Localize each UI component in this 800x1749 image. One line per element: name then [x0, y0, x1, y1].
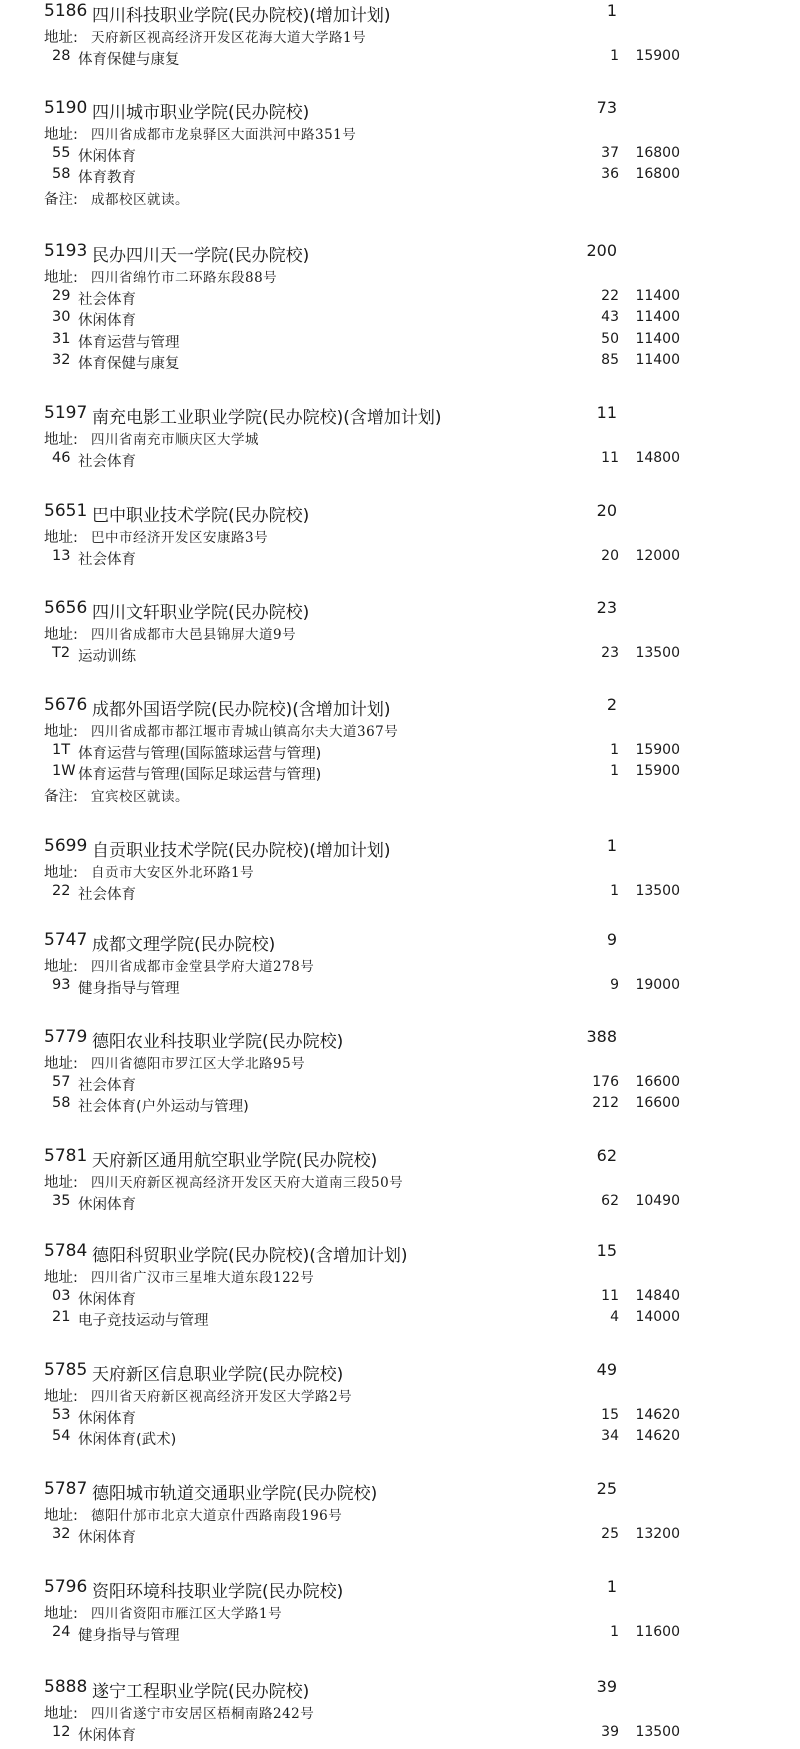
- major-tuition: 16600: [635, 1073, 680, 1090]
- major-name: 健身指导与管理: [78, 1627, 180, 1644]
- school-header: [0, 930, 800, 955]
- major-code: 54: [52, 1428, 71, 1444]
- school-name: 巴中职业技术学院(民办院校): [92, 506, 310, 526]
- school-header: [0, 1146, 800, 1171]
- major-row: [0, 1526, 800, 1547]
- major-quota: 1: [610, 1623, 619, 1640]
- major-code: 55: [52, 144, 71, 161]
- address-text: 四川省资阳市雁江区大学路1号: [91, 1606, 283, 1622]
- school-address: [0, 1602, 800, 1623]
- school-code: 5787: [44, 1479, 88, 1499]
- major-name: 休闲体育: [78, 1727, 136, 1744]
- major-name: 运动训练: [78, 648, 136, 665]
- major-tuition: 15900: [635, 47, 680, 64]
- address-text: 四川省成都市龙泉驿区大面洪河中路351号: [91, 127, 357, 143]
- major-row: [0, 742, 800, 763]
- major-code: 30: [52, 309, 71, 325]
- school-total-quota: 62: [596, 1146, 617, 1165]
- major-quota: 11: [601, 1287, 619, 1304]
- major-row: [0, 883, 800, 904]
- school-name: 四川科技职业学院(民办院校)(增加计划): [92, 6, 391, 26]
- major-quota: 1: [610, 763, 619, 779]
- address-label: 地址:: [44, 1508, 78, 1524]
- major-code: 58: [52, 166, 71, 182]
- major-code: 29: [52, 287, 71, 304]
- major-quota: 23: [601, 644, 619, 661]
- address-text: 天府新区视高经济开发区花海大道大学路1号: [91, 30, 367, 46]
- school-header: [0, 836, 800, 861]
- school-header: [0, 241, 800, 266]
- major-name: 健身指导与管理: [78, 980, 180, 997]
- address-text: 巴中市经济开发区安康路3号: [91, 530, 269, 546]
- major-quota: 9: [610, 976, 619, 993]
- major-name: 体育运营与管理: [78, 334, 180, 351]
- major-row: [0, 1309, 800, 1330]
- major-name: 休闲体育: [78, 148, 136, 165]
- address-label: 地址:: [44, 1270, 78, 1286]
- major-quota: 176: [592, 1073, 619, 1090]
- school-code: 5747: [44, 930, 88, 950]
- school-address: [0, 1504, 800, 1525]
- school-header: [0, 1677, 800, 1702]
- major-code: 1T: [52, 741, 71, 758]
- school-total-quota: 49: [596, 1360, 617, 1379]
- address-label: 地址:: [44, 1056, 78, 1072]
- school-code: 5779: [44, 1027, 88, 1047]
- major-quota: 1: [610, 47, 619, 64]
- major-tuition: 14620: [635, 1428, 680, 1444]
- school-note: [0, 188, 800, 209]
- major-row: [0, 977, 800, 998]
- major-code: T2: [52, 644, 71, 661]
- school-address: [0, 1385, 800, 1406]
- major-name: 社会体育: [78, 453, 136, 470]
- school-total-quota: 20: [596, 501, 617, 520]
- address-text: 四川省遂宁市安居区梧桐南路242号: [91, 1706, 315, 1722]
- major-code: 1W: [52, 763, 76, 779]
- school-code: 5193: [44, 241, 88, 261]
- school-code: 5796: [44, 1577, 88, 1597]
- school-header: [0, 1479, 800, 1504]
- major-code: 46: [52, 449, 71, 466]
- major-quota: 15: [601, 1406, 619, 1423]
- school-header: [0, 1241, 800, 1266]
- major-name: 休闲体育: [78, 1410, 136, 1427]
- school-code: 5785: [44, 1360, 88, 1380]
- major-row: [0, 331, 800, 352]
- major-row: [0, 548, 800, 569]
- school-total-quota: 1: [606, 1577, 617, 1596]
- major-row: [0, 145, 800, 166]
- address-text: 四川省广汉市三星堆大道东段122号: [91, 1270, 315, 1286]
- school-code: 5676: [44, 695, 88, 715]
- major-quota: 22: [601, 287, 619, 304]
- school-total-quota: 1: [606, 836, 617, 855]
- school-total-quota: 11: [596, 403, 617, 422]
- school-header: [0, 98, 800, 123]
- school-name: 资阳环境科技职业学院(民办院校): [92, 1582, 344, 1602]
- note-text: 成都校区就读。: [91, 191, 189, 208]
- school-code: 5784: [44, 1241, 88, 1261]
- major-code: 58: [52, 1095, 71, 1111]
- major-name: 社会体育: [78, 551, 136, 568]
- major-code: 57: [52, 1073, 71, 1090]
- school-name: 德阳科贸职业学院(民办院校)(含增加计划): [92, 1246, 408, 1266]
- major-quota: 212: [592, 1095, 619, 1111]
- major-row: [0, 645, 800, 666]
- school-code: 5699: [44, 836, 88, 856]
- major-tuition: 16800: [635, 166, 680, 182]
- school-header: [0, 1360, 800, 1385]
- school-header: [0, 1027, 800, 1052]
- major-row: [0, 1288, 800, 1309]
- major-row: [0, 1724, 800, 1745]
- major-name: 电子竞技运动与管理: [78, 1313, 209, 1329]
- major-code: 32: [52, 1525, 71, 1542]
- school-name: 民办四川天一学院(民办院校): [92, 246, 310, 266]
- major-name: 休闲体育: [78, 1529, 136, 1546]
- major-tuition: 16800: [635, 144, 680, 161]
- major-tuition: 15900: [635, 741, 680, 758]
- major-quota: 20: [601, 547, 619, 564]
- address-text: 四川省成都市大邑县锦屏大道9号: [91, 627, 297, 643]
- school-name: 德阳农业科技职业学院(民办院校): [92, 1032, 344, 1052]
- address-label: 地址:: [44, 627, 78, 643]
- school-code: 5190: [44, 98, 88, 118]
- major-code: 53: [52, 1406, 71, 1423]
- address-label: 地址:: [44, 270, 78, 286]
- school-code: 5197: [44, 403, 88, 423]
- major-quota: 43: [601, 309, 619, 325]
- major-tuition: 14800: [635, 449, 680, 466]
- major-row: [0, 1074, 800, 1095]
- major-name: 休闲体育: [78, 313, 136, 329]
- major-row: [0, 450, 800, 471]
- address-label: 地址:: [44, 530, 78, 546]
- school-address: [0, 428, 800, 449]
- school-name: 四川城市职业学院(民办院校): [92, 103, 310, 123]
- major-tuition: 11400: [635, 330, 680, 347]
- major-name: 社会体育: [78, 291, 136, 308]
- major-name: 休闲体育: [78, 1291, 136, 1308]
- school-address: [0, 955, 800, 976]
- major-code: 13: [52, 547, 71, 564]
- school-address: [0, 623, 800, 644]
- school-total-quota: 2: [606, 695, 617, 714]
- major-quota: 25: [601, 1525, 619, 1542]
- address-label: 地址:: [44, 1706, 78, 1722]
- major-quota: 11: [601, 449, 619, 466]
- major-tuition: 11400: [635, 352, 680, 368]
- major-row: [0, 288, 800, 309]
- school-name: 德阳城市轨道交通职业学院(民办院校): [92, 1484, 378, 1504]
- school-code: 5186: [44, 1, 88, 21]
- address-text: 四川省成都市都江堰市青城山镇高尔夫大道367号: [91, 724, 399, 740]
- major-name: 社会体育: [78, 886, 136, 903]
- major-quota: 36: [601, 166, 619, 182]
- address-label: 地址:: [44, 865, 78, 881]
- major-tuition: 15900: [635, 763, 680, 779]
- major-name: 体育教育: [78, 170, 136, 186]
- school-address: [0, 26, 800, 47]
- major-code: 22: [52, 882, 71, 899]
- major-tuition: 11600: [635, 1623, 680, 1640]
- major-tuition: 13500: [635, 644, 680, 661]
- school-address: [0, 266, 800, 287]
- school-total-quota: 15: [596, 1241, 617, 1260]
- school-address: [0, 1702, 800, 1723]
- major-tuition: 16600: [635, 1095, 680, 1111]
- major-name: 社会体育(户外运动与管理): [78, 1099, 249, 1115]
- school-code: 5656: [44, 598, 88, 618]
- major-name: 体育运营与管理(国际篮球运营与管理): [78, 745, 322, 762]
- school-total-quota: 25: [596, 1479, 617, 1498]
- major-row: [0, 1624, 800, 1645]
- school-total-quota: 388: [586, 1027, 617, 1046]
- major-quota: 1: [610, 882, 619, 899]
- major-name: 社会体育: [78, 1077, 136, 1094]
- school-address: [0, 861, 800, 882]
- school-total-quota: 9: [606, 930, 617, 949]
- school-address: [0, 1266, 800, 1287]
- major-name: 休闲体育: [78, 1196, 136, 1213]
- note-label: 备注:: [44, 191, 78, 208]
- major-row: [0, 309, 800, 330]
- major-tuition: 14620: [635, 1406, 680, 1423]
- major-tuition: 10490: [635, 1192, 680, 1209]
- major-quota: 4: [610, 1309, 619, 1325]
- school-code: 5781: [44, 1146, 88, 1166]
- school-header: [0, 695, 800, 720]
- major-name: 体育运营与管理(国际足球运营与管理): [78, 767, 322, 783]
- major-code: 32: [52, 352, 71, 368]
- address-text: 四川天府新区视高经济开发区天府大道南三段50号: [91, 1175, 404, 1191]
- major-row: [0, 48, 800, 69]
- major-row: [0, 763, 800, 784]
- major-row: [0, 1407, 800, 1428]
- major-tuition: 11400: [635, 309, 680, 325]
- major-row: [0, 352, 800, 373]
- major-code: 93: [52, 976, 71, 993]
- major-name: 休闲体育(武术): [78, 1432, 177, 1448]
- major-tuition: 19000: [635, 976, 680, 993]
- school-total-quota: 1: [606, 1, 617, 20]
- school-name: 四川文轩职业学院(民办院校): [92, 603, 310, 623]
- school-name: 遂宁工程职业学院(民办院校): [92, 1682, 310, 1702]
- address-label: 地址:: [44, 127, 78, 143]
- school-code: 5888: [44, 1677, 88, 1697]
- major-quota: 34: [601, 1428, 619, 1444]
- major-tuition: 13500: [635, 882, 680, 899]
- major-code: 24: [52, 1623, 71, 1640]
- address-label: 地址:: [44, 959, 78, 975]
- major-tuition: 13200: [635, 1525, 680, 1542]
- note-text: 宜宾校区就读。: [91, 788, 189, 805]
- major-quota: 62: [601, 1192, 619, 1209]
- major-row: [0, 1095, 800, 1116]
- school-address: [0, 526, 800, 547]
- major-quota: 39: [601, 1723, 619, 1740]
- major-name: 体育保健与康复: [78, 356, 180, 372]
- address-text: 四川省绵竹市二环路东段88号: [91, 270, 278, 286]
- major-tuition: 13500: [635, 1723, 680, 1740]
- school-address: [0, 123, 800, 144]
- major-row: [0, 1193, 800, 1214]
- school-name: 自贡职业技术学院(民办院校)(增加计划): [92, 841, 391, 861]
- address-label: 地址:: [44, 1389, 78, 1405]
- school-name: 成都外国语学院(民办院校)(含增加计划): [92, 700, 391, 720]
- major-code: 12: [52, 1723, 71, 1740]
- address-label: 地址:: [44, 1606, 78, 1622]
- major-code: 35: [52, 1192, 71, 1209]
- school-total-quota: 73: [596, 98, 617, 117]
- school-header: [0, 598, 800, 623]
- school-name: 天府新区通用航空职业学院(民办院校): [92, 1151, 378, 1171]
- school-note: [0, 785, 800, 806]
- school-address: [0, 1052, 800, 1073]
- school-address: [0, 1171, 800, 1192]
- school-code: 5651: [44, 501, 88, 521]
- address-text: 四川省德阳市罗江区大学北路95号: [91, 1056, 306, 1072]
- school-total-quota: 200: [586, 241, 617, 260]
- address-text: 四川省成都市金堂县学府大道278号: [91, 959, 315, 975]
- address-label: 地址:: [44, 30, 78, 46]
- address-text: 自贡市大安区外北环路1号: [91, 865, 255, 881]
- major-name: 体育保健与康复: [78, 51, 180, 68]
- school-name: 南充电影工业职业学院(民办院校)(含增加计划): [92, 408, 442, 428]
- school-header: [0, 1, 800, 26]
- major-row: [0, 166, 800, 187]
- school-header: [0, 501, 800, 526]
- school-name: 天府新区信息职业学院(民办院校): [92, 1365, 344, 1385]
- address-label: 地址:: [44, 432, 78, 448]
- address-text: 四川省南充市顺庆区大学城: [91, 432, 259, 448]
- school-name: 成都文理学院(民办院校): [92, 935, 276, 955]
- major-quota: 37: [601, 144, 619, 161]
- address-text: 德阳什邡市北京大道京什西路南段196号: [91, 1508, 343, 1524]
- major-tuition: 14840: [635, 1287, 680, 1304]
- major-row: [0, 1428, 800, 1449]
- address-text: 四川省天府新区视高经济开发区大学路2号: [91, 1389, 353, 1405]
- school-header: [0, 403, 800, 428]
- major-tuition: 12000: [635, 547, 680, 564]
- major-code: 21: [52, 1309, 71, 1325]
- school-total-quota: 39: [596, 1677, 617, 1696]
- note-label: 备注:: [44, 788, 78, 805]
- major-tuition: 14000: [635, 1309, 680, 1325]
- major-quota: 85: [601, 352, 619, 368]
- school-header: [0, 1577, 800, 1602]
- major-quota: 50: [601, 330, 619, 347]
- major-tuition: 11400: [635, 287, 680, 304]
- major-code: 31: [52, 330, 71, 347]
- school-total-quota: 23: [596, 598, 617, 617]
- address-label: 地址:: [44, 724, 78, 740]
- address-label: 地址:: [44, 1175, 78, 1191]
- major-quota: 1: [610, 741, 619, 758]
- school-address: [0, 720, 800, 741]
- major-code: 28: [52, 47, 71, 64]
- major-code: 03: [52, 1287, 71, 1304]
